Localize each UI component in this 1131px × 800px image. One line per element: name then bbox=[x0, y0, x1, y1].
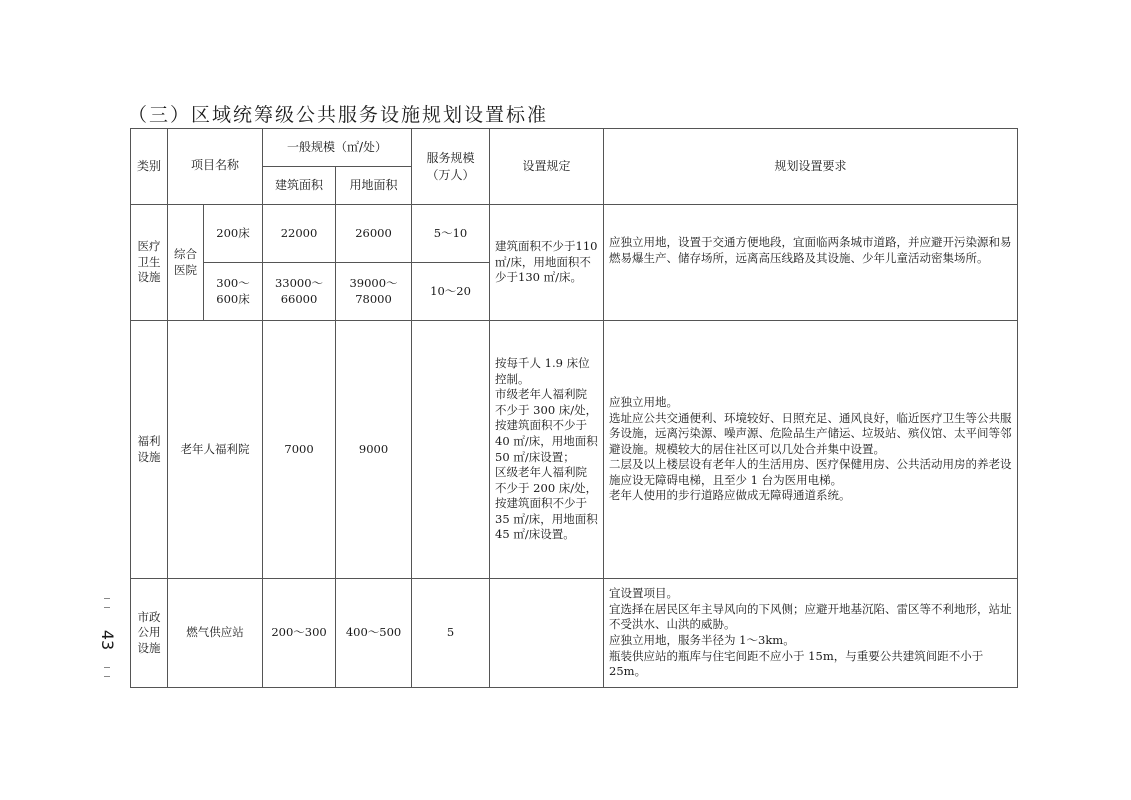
welfare-planning-requirement bbox=[604, 321, 1018, 579]
welfare-requirement-line: 老年人使用的步行道路应做成无障碍通道系统。 bbox=[609, 488, 851, 503]
medical-land-area-1: 26000 bbox=[336, 205, 412, 263]
header-building-area: 建筑面积 bbox=[263, 167, 336, 205]
municipal-category: 市政公用设施 bbox=[131, 579, 168, 688]
medical-group-name: 综合医院 bbox=[168, 205, 204, 321]
medical-beds-2: 300～600床 bbox=[204, 263, 263, 321]
header-service-scale: 服务规模（万人） bbox=[412, 129, 490, 205]
welfare-service-scale bbox=[412, 321, 490, 579]
medical-building-area-1: 22000 bbox=[263, 205, 336, 263]
medical-beds-1: 200床 bbox=[204, 205, 263, 263]
municipal-setting-rule bbox=[490, 579, 604, 688]
welfare-requirement-line: 应独立用地。 bbox=[609, 395, 679, 410]
municipal-requirement-line: 宜设置项目。 bbox=[609, 586, 679, 601]
welfare-rule-line: 按每千人 1.9 床位控制。 bbox=[495, 356, 590, 386]
welfare-category: 福利设施 bbox=[131, 321, 168, 579]
welfare-requirement-line: 二层及以上楼层设有老年人的生活用房、医疗保健用房、公共活动用房的养老设施应设无障碍电梯，且至少 1 台为医用电梯。 bbox=[609, 457, 1012, 487]
municipal-project-name: 燃气供应站 bbox=[168, 579, 263, 688]
municipal-planning-requirement bbox=[604, 579, 1018, 688]
municipal-requirement-line: 宜选择在居民区年主导风向的下风侧；应避开地基沉陷、雷区等不利地形，站址不受洪水、山洪的威胁。 bbox=[609, 601, 1012, 632]
standards-table bbox=[130, 128, 1018, 688]
margin-mark bbox=[104, 598, 110, 599]
welfare-land-area: 9000 bbox=[336, 321, 412, 579]
municipal-building-area: 200～300 bbox=[263, 579, 336, 688]
medical-setting-rule: 建筑面积不少于110 ㎡/床，用地面积不少于130 ㎡/床。 bbox=[490, 205, 604, 321]
medical-building-area-2: 33000～66000 bbox=[263, 263, 336, 321]
welfare-requirement-line: 选址应公共交通便利、环境较好、日照充足、通风良好，临近医疗卫生等公共服务设施，远离污染源、噪声源、危险品生产储运、垃圾站、殡仪馆、太平间等邻避设施。规模较大的居住社区可以几处合并集中设置。 bbox=[609, 410, 1012, 456]
page-number: 43 bbox=[98, 629, 118, 651]
municipal-requirement-line: 应独立用地，服务半径为 1～3km。 bbox=[609, 633, 795, 647]
header-general-scale: 一般规模（㎡/处） bbox=[263, 129, 412, 167]
municipal-land-area: 400～500 bbox=[336, 579, 412, 688]
medical-planning-requirement: 应独立用地，设置于交通方便地段，宜面临两条城市道路，并应避开污染源和易燃易爆生产、储存场所，远离高压线路及其设施、少年儿童活动密集场所。 bbox=[604, 205, 1018, 321]
welfare-setting-rule bbox=[490, 321, 604, 579]
header-project-name: 项目名称 bbox=[168, 129, 263, 205]
header-category: 类别 bbox=[131, 129, 168, 205]
welfare-rule-line: 区级老年人福利院不少于 200 床/处，按建筑面积不少于 35 ㎡/床，用地面积 45 ㎡/床设置。 bbox=[495, 465, 598, 542]
margin-mark bbox=[104, 676, 110, 677]
margin-mark bbox=[104, 607, 110, 608]
municipal-service-scale: 5 bbox=[412, 579, 490, 688]
medical-service-scale-1: 5～10 bbox=[412, 205, 490, 263]
page-title: （三）区域统筹级公共服务设施规划设置标准 bbox=[128, 104, 549, 126]
medical-category: 医疗卫生设施 bbox=[131, 205, 168, 321]
municipal-requirement-line: 瓶装供应站的瓶库与住宅间距不应小于 15m，与重要公共建筑间距不小于 25m。 bbox=[609, 648, 984, 679]
header-setting-rule: 设置规定 bbox=[490, 129, 604, 205]
medical-service-scale-2: 10～20 bbox=[412, 263, 490, 321]
margin-mark bbox=[104, 667, 110, 668]
welfare-project-name: 老年人福利院 bbox=[168, 321, 263, 579]
header-planning-requirement: 规划设置要求 bbox=[604, 129, 1018, 205]
header-land-area: 用地面积 bbox=[336, 167, 412, 205]
medical-land-area-2: 39000～78000 bbox=[336, 263, 412, 321]
welfare-rule-line: 市级老年人福利院不少于 300 床/处，按建筑面积不少于 40 ㎡/床，用地面积 50 ㎡/床设置； bbox=[495, 387, 598, 464]
welfare-building-area: 7000 bbox=[263, 321, 336, 579]
